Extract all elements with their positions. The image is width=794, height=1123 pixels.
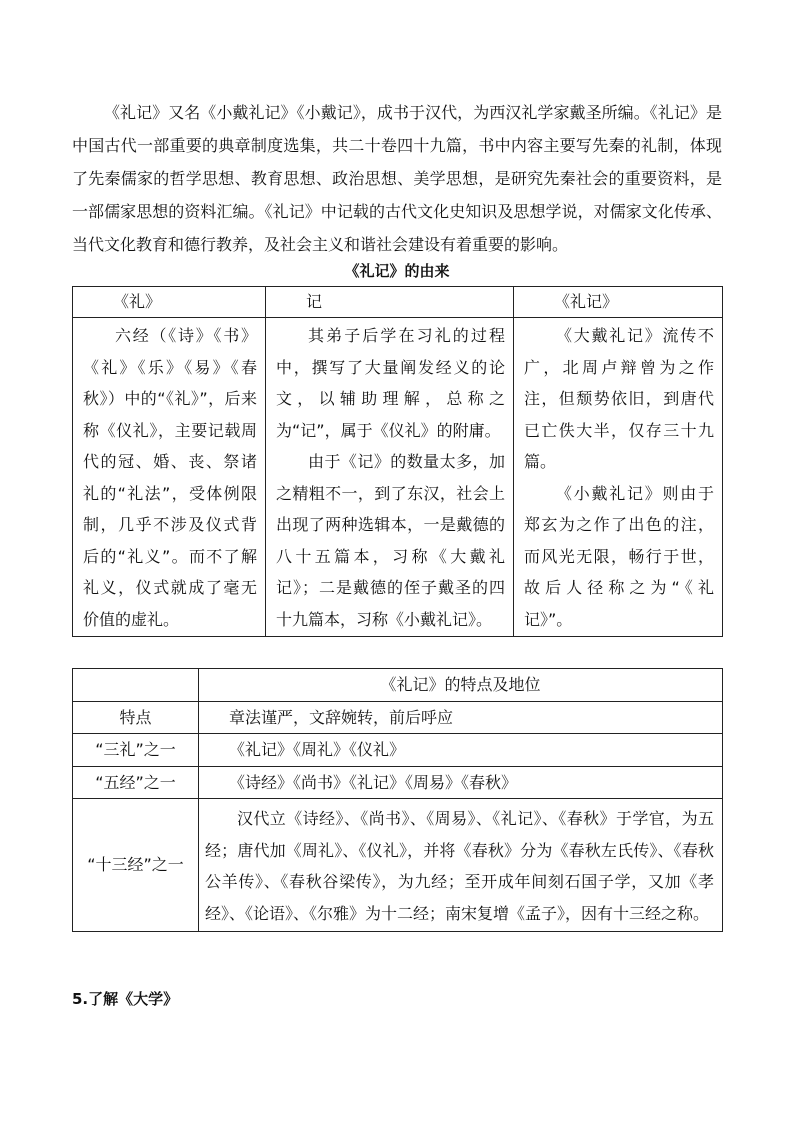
row-value: 汉代立《诗经》、《尚书》、《周易》、《礼记》、《春秋》于学官，为五经；唐代加《周礼》、《仪礼》，并将《春秋》分为《春秋左氏传》、《春秋公羊传》、《春秋谷梁传》，为九经；至开成年间刻石国子学，又加《孝经》、《论语》、《尔雅》为十二经；南宋复增《孟子》，因有十三经之称。 xyxy=(199,799,723,932)
origin-header-li: 《礼》 xyxy=(73,287,266,318)
origin-liji-text-2: 《小戴礼记》则由于郑玄为之作了出色的注，而风光无限，畅行于世，故后人径称之为“《礼记》”。 xyxy=(524,483,714,629)
table-row xyxy=(73,766,723,799)
row-value: 《诗经》《尚书》《礼记》《周易》《春秋》 xyxy=(199,766,723,799)
origin-li-text: 六经（《诗》《书》《礼》《乐》《易》《春秋》）中的“《礼》”，后来称《仪礼》，主要记载周代的冠、婚、丧、祭诸礼的“礼法”，受体例限制，几乎不涉及仪式背后的“礼义”。而不了解礼义，仪式就成了毫无价值的虚礼。 xyxy=(83,326,257,629)
origin-header-ji: 记 xyxy=(266,287,514,318)
features-header: 《礼记》的特点及地位 xyxy=(199,669,723,702)
features-header-empty xyxy=(73,669,199,702)
origin-cell-ji xyxy=(266,318,514,637)
origin-table-body-row xyxy=(73,318,723,637)
origin-table-header-row xyxy=(73,287,723,318)
row-label: “三礼”之一 xyxy=(73,734,199,767)
table-row xyxy=(73,734,723,767)
section-heading: 5.了解《大学》 xyxy=(72,990,179,1008)
row-label: “五经”之一 xyxy=(73,766,199,799)
row-label: “十三经”之一 xyxy=(73,799,199,932)
origin-cell-liji xyxy=(514,318,723,637)
table-row xyxy=(73,799,723,932)
origin-liji-text-1: 《大戴礼记》流传不广，北周卢辩曾为之作注，但颓势依旧，到唐代已亡佚大半，仅存三十九篇。 xyxy=(524,326,714,471)
features-header-row xyxy=(73,669,723,702)
origin-table-title: 《礼记》的由来 xyxy=(344,262,450,280)
table-row xyxy=(73,701,723,734)
features-table xyxy=(72,668,723,932)
row-value: 章法谨严，文辞婉转，前后呼应 xyxy=(199,701,723,734)
row-label: 特点 xyxy=(73,701,199,734)
origin-header-liji: 《礼记》 xyxy=(514,287,723,318)
row-value: 《礼记》《周礼》《仪礼》 xyxy=(199,734,723,767)
origin-ji-text-1: 其弟子后学在习礼的过程中，撰写了大量阐发经义的论文，以辅助理解，总称之为“记”，属于《仪礼》的附庸。 xyxy=(276,326,505,440)
intro-paragraph: 《礼记》又名《小戴礼记》《小戴记》，成书于汉代，为西汉礼学家戴圣所编。《礼记》是中国古代一部重要的典章制度选集，共二十卷四十九篇，书中内容主要写先秦的礼制，体现了先秦儒家的哲学思想、教育思想、政治思想、美学思想，是研究先秦社会的重要资料，是一部儒家思想的资料汇编。《礼记》中记载的古代文化史知识及思想学说，对儒家文化传承、当代文化教育和德行教养，及社会主义和谐社会建设有着重要的影响。 xyxy=(72,103,722,254)
origin-table xyxy=(72,286,723,637)
origin-ji-text-2: 由于《记》的数量太多，加之精粗不一，到了东汉，社会上出现了两种选辑本，一是戴德的八十五篇本，习称《大戴礼记》；二是戴德的侄子戴圣的四十九篇本，习称《小戴礼记》。 xyxy=(276,452,505,629)
origin-cell-li xyxy=(73,318,266,637)
